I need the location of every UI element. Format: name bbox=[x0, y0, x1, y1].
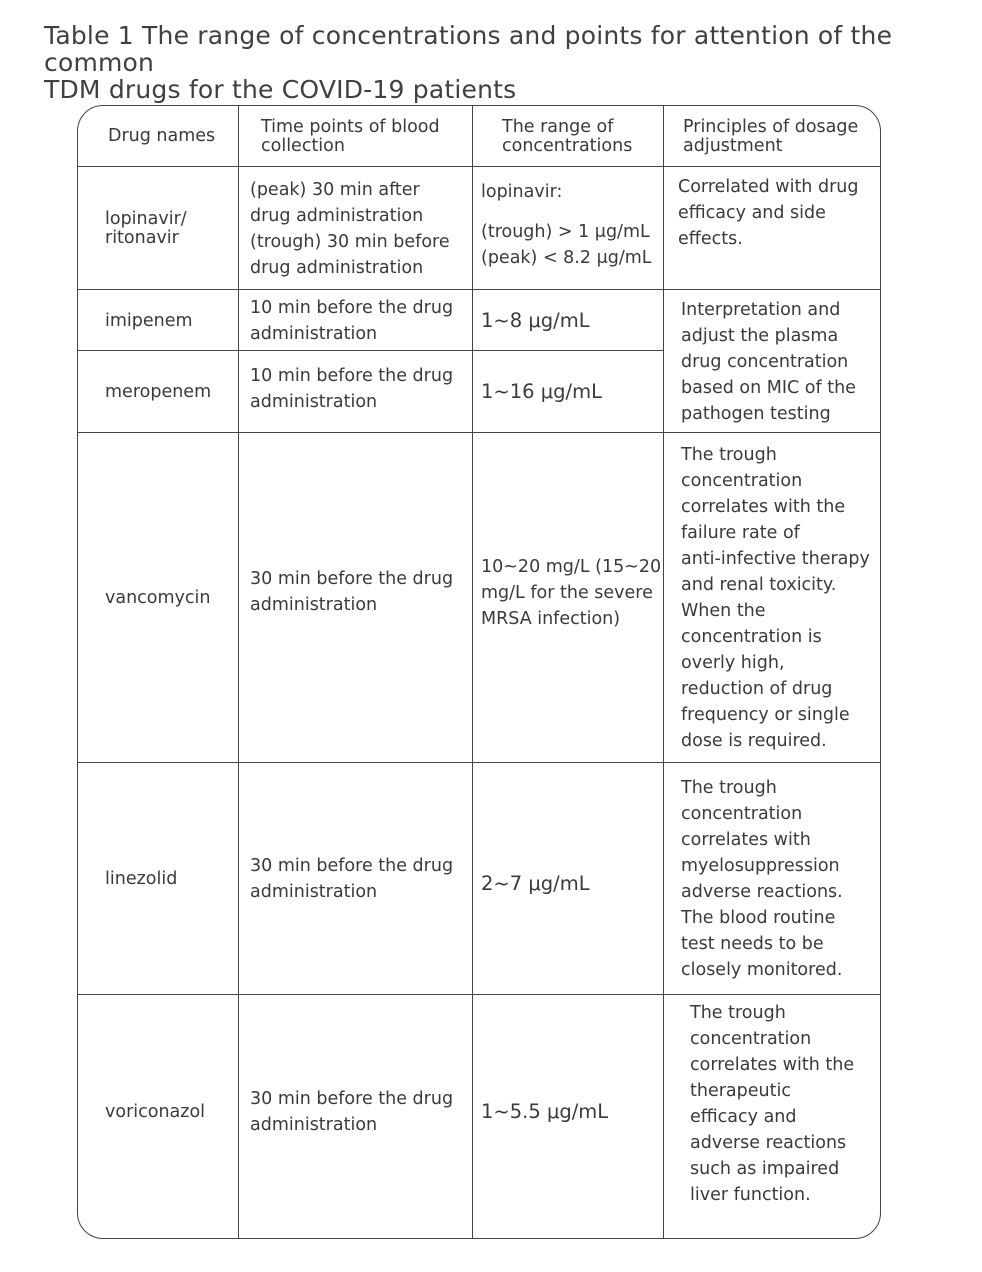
table-cell-drug: imipenem bbox=[105, 310, 193, 331]
header-drug-names: Drug names bbox=[108, 126, 216, 147]
header-concentration-range: The range of concentrations bbox=[502, 117, 633, 156]
table-cell-range: 2~7 μg/mL bbox=[481, 872, 590, 895]
table-cell-principles: The trough concentration correlates with the failure rate of anti-infective therapy and renal toxicity. When the concentration is overly high, reduction of drug frequency or single dose is required. bbox=[681, 445, 870, 751]
row-divider bbox=[78, 762, 881, 763]
table-cell-range: 1~5.5 μg/mL bbox=[481, 1100, 609, 1123]
table-cell-time: 30 min before the drug administration bbox=[250, 856, 454, 902]
row-divider bbox=[78, 166, 881, 167]
table-cell-time: 10 min before the drug administration bbox=[250, 366, 454, 412]
table-cell-time: 10 min before the drug administration bbox=[250, 297, 454, 344]
table-cell-principles-merged: Interpretation and adjust the plasma drug concentration based on MIC of the pathogen testing bbox=[681, 299, 856, 424]
table-cell-time: 30 min before the drug administration bbox=[250, 1089, 454, 1135]
table-cell-range: (trough) > 1 μg/mL (peak) < 8.2 μg/mL bbox=[481, 222, 652, 268]
table-cell-range: 1~16 μg/mL bbox=[481, 380, 602, 403]
table-cell-range: 10~20 mg/L (15~20 mg/L for the severe MRSA infection) bbox=[481, 557, 662, 629]
table-cell-drug: linezolid bbox=[105, 869, 178, 889]
table-cell-range: 1~8 μg/mL bbox=[481, 308, 590, 332]
table-cell-drug: lopinavir/ ritonavir bbox=[105, 209, 187, 248]
table-cell-drug: meropenem bbox=[105, 382, 212, 402]
table-cell-principles: Correlated with drug efficacy and side effects. bbox=[678, 177, 859, 249]
table-cell-time: (peak) 30 min after drug administration (trough) 30 min before drug administration bbox=[250, 179, 450, 278]
table-cell-time: 30 min before the drug administration bbox=[250, 569, 454, 615]
column-divider bbox=[472, 106, 473, 1238]
row-divider bbox=[78, 289, 881, 290]
table-title: Table 1 The range of concentrations and points for attention of the common TDM drugs for the COVID-19 patients bbox=[44, 21, 893, 104]
row-divider bbox=[78, 432, 881, 433]
table-cell-drug: voriconazol bbox=[105, 1102, 206, 1122]
table-cell-principles: The trough concentration correlates with the therapeutic efficacy and adverse reactions such as impaired liver function. bbox=[690, 1003, 855, 1205]
table-cell-range-label: lopinavir: bbox=[481, 182, 563, 202]
column-divider bbox=[238, 106, 239, 1238]
table-cell-drug: vancomycin bbox=[105, 588, 211, 608]
row-divider bbox=[78, 350, 664, 351]
header-dosage-principles: Principles of dosage adjustment bbox=[683, 117, 859, 156]
header-time-points: Time points of blood collection bbox=[261, 117, 440, 156]
column-divider bbox=[663, 106, 664, 1238]
table-cell-principles: The trough concentration correlates with myelosuppression adverse reactions. The blood routine test needs to be closely monitored. bbox=[681, 778, 843, 980]
